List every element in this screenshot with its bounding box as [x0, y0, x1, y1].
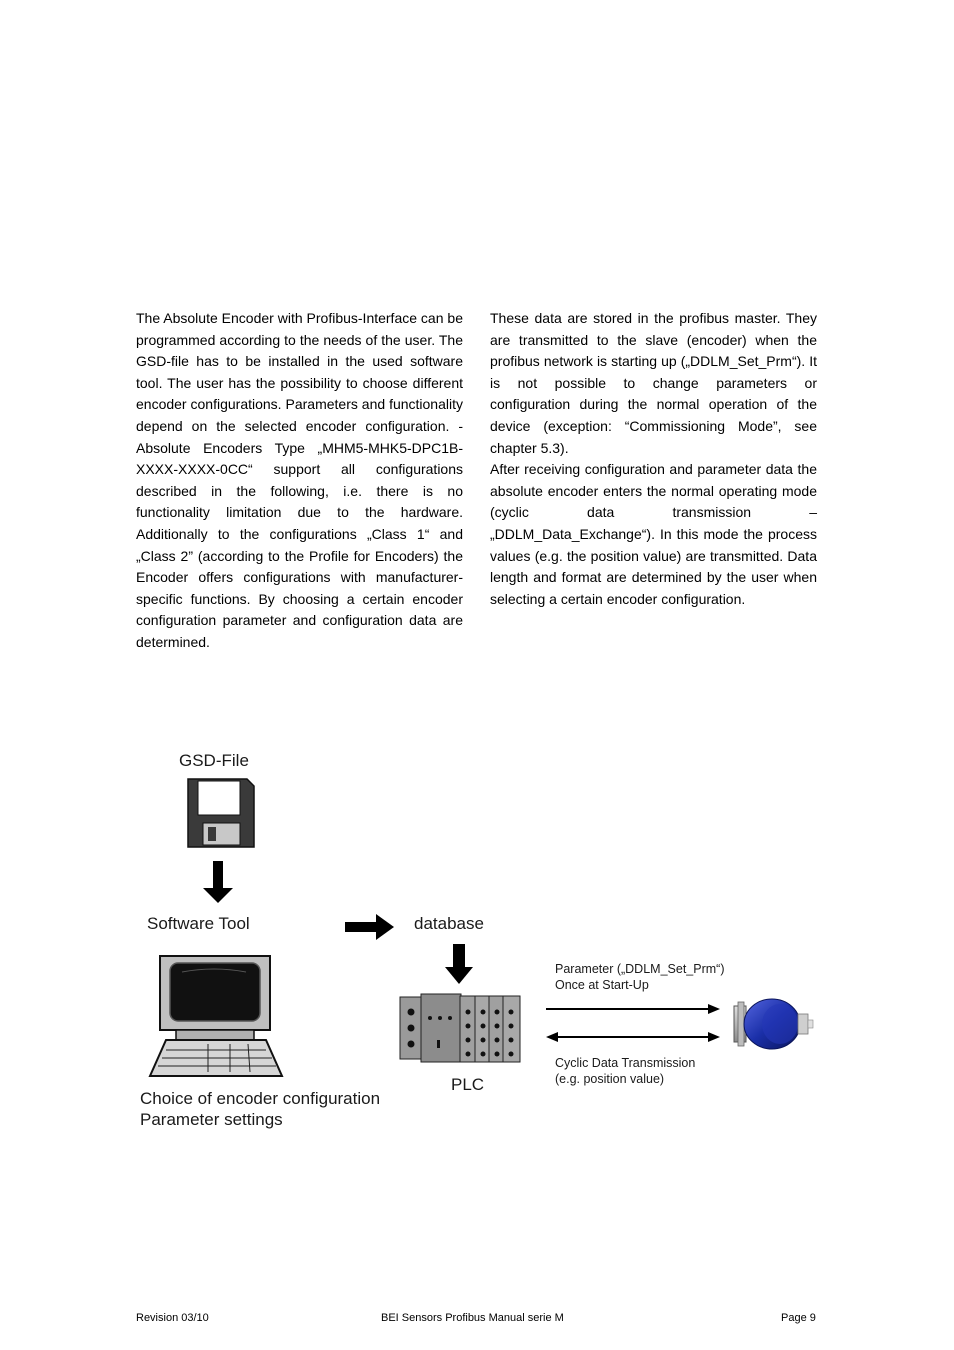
paragraph: These data are stored in the profibus master. They are transmitted to the slave (encoder) when the profibus network is starting up („DDLM_Set_Prm“). It is not possible to change parameters or configuration during the normal operation of the device (exception: “Commissioning Mode”, see chapter 5.3).: [490, 310, 817, 456]
parameter-label: Parameter („DDLM_Set_Prm“): [555, 962, 725, 976]
encoder-icon: [734, 999, 813, 1049]
parameter-arrow-icon: [546, 1004, 720, 1014]
floppy-disk-icon: [188, 779, 254, 847]
gsd-file-label: GSD-File: [179, 751, 249, 770]
position-value-label: (e.g. position value): [555, 1072, 665, 1086]
cyclic-label: Cyclic Data Transmission: [555, 1056, 696, 1070]
software-tool-label: Software Tool: [147, 914, 250, 933]
computer-icon: [150, 956, 282, 1076]
paragraph: After receiving configuration and parameter data the absolute encoder enters the normal operating mode (cyclic data transmission – „DDLM_Data_Exchange“). In this mode the process values (e.g. the position value) are transmitted. Data length and format are determined by the user when selecting a certain encoder configuration.: [490, 461, 817, 607]
footer-title: BEI Sensors Profibus Manual serie M: [381, 1312, 564, 1324]
startup-label: Once at Start-Up: [555, 978, 649, 992]
arrow-down-icon: [203, 861, 233, 903]
cyclic-arrow-icon: [546, 1032, 720, 1042]
footer-page-number: Page 9: [781, 1312, 816, 1324]
plc-icon: [400, 994, 520, 1062]
choice-label: Choice of encoder configuration: [140, 1089, 381, 1108]
paragraph: The Absolute Encoder with Profibus-Interface can be programmed according to the needs of the user. The GSD-file has to be installed in the used software tool. The user has the possibility to choose different encoder configurations. Parameters and functionality depend on the selected encoder configuration. -Absolute Encoders Type „MHM5-MHK5-DPC1B-XXXX-XXXX-0CC“ support all configurations described in the following, i.e. there is no functionality limitation due to the hardware. Additionally to the configurations „Class 1“ and „Class 2” (according to the Profile for Encoders) the Encoder offers configurations with manufacturer-specific functions. By choosing a certain encoder configuration parameter and configuration data are determined.: [136, 310, 463, 650]
database-label: database: [414, 914, 484, 933]
parameter-settings-label: Parameter settings: [140, 1110, 283, 1129]
arrow-right-icon: [345, 914, 394, 940]
footer-revision: Revision 03/10: [136, 1312, 209, 1324]
arrow-down-icon: [445, 944, 473, 984]
plc-label: PLC: [451, 1075, 485, 1094]
